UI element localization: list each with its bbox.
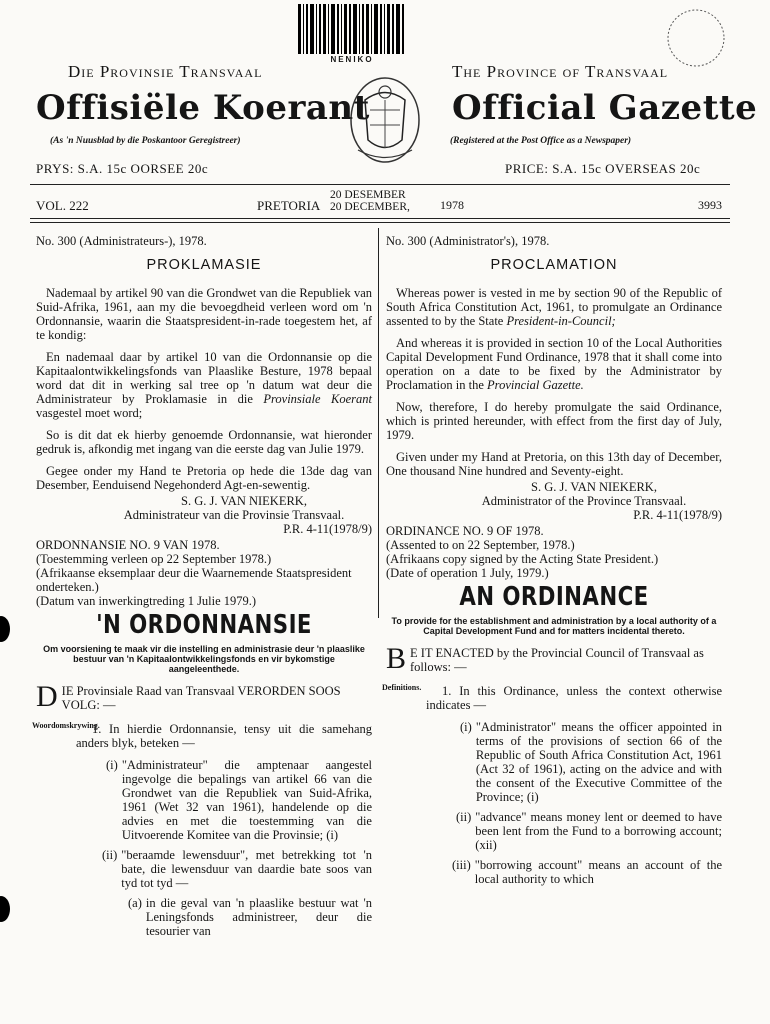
dateline-place: PRETORIA: [257, 198, 321, 213]
header-left-masthead: Offisiële Koerant: [36, 88, 370, 128]
punch-hole: [0, 616, 10, 642]
paragraph: Given under my Hand at Pretoria, on this 13th day of December, One thousand Nine hundred and Seventy-eight.: [386, 450, 722, 478]
ordinance-note: (Datum van inwerkingtreding 1 Julie 1979.): [36, 594, 257, 608]
dateline-volume: VOL. 222: [36, 198, 89, 213]
ordinance-purpose: Om voorsiening te maak vir die instelling en administrasie deur 'n plaaslike bestuur van 'n Kapitaalontwikkelingsfonds en vir bykomstige aangeleenthede.: [43, 644, 365, 674]
dateline-date-af: 20 DESEMBER: [330, 189, 406, 201]
dateline-date-en: 20 DECEMBER,: [330, 201, 410, 213]
dateline-number: 3993: [698, 198, 722, 212]
proclamation-heading: PROCLAMATION: [490, 257, 618, 273]
header-divider: [30, 184, 730, 185]
barcode-bars: [298, 4, 406, 54]
ordinance-note: (Toestemming verleen op 22 September 1978.): [36, 552, 272, 566]
margin-note: Woordomskrywing.: [32, 721, 100, 730]
ordinance-note: (Afrikaanse eksemplaar deur die Waarnemende Staatspresident onderteken.): [36, 566, 352, 594]
coat-of-arms-emblem: [340, 70, 430, 170]
signature-name: S. G. J. VAN NIEKERK,: [531, 480, 657, 494]
ordinance-purpose: To provide for the establishment and administration by a local authority of a Capital Development Fund and for matters incidental thereto.: [391, 616, 717, 636]
paragraph: So is dit dat ek hierby genoemde Ordonnansie, wat hieronder gedruk is, afkondig met ingang van die eerste dag van Julie 1979.: [36, 428, 372, 456]
header-right-price: PRICE: S.A. 15c OVERSEAS 20c: [505, 161, 701, 176]
ordinance-title: 'N ORDONNANSIE: [96, 610, 312, 640]
ordinance-note: (Assented to on 22 September, 1978.): [386, 538, 575, 552]
ordinance-title: AN ORDINANCE: [459, 582, 649, 612]
paragraph: And whereas it is provided in section 10 of the Local Authorities Capital Development Fund Ordinance, 1978 that it shall come into operation on a date to be fixed by the Administrator by Proclamation in the Provincial Gazette.: [386, 336, 722, 392]
dateline-year: 1978: [440, 198, 464, 212]
paragraph: Now, therefore, I do hereby promulgate the said Ordinance, which is printed hereunder, with effect from the first day of July, 1979.: [386, 400, 722, 442]
punch-hole: [0, 896, 10, 922]
signature-title: Administrator of the Province Transvaal.: [481, 494, 687, 508]
column-divider: [378, 228, 379, 618]
paragraph: Whereas power is vested in me by section 90 of the Republic of South Africa Constitution Act, 1961, to promulgate an Ordinance assented to by the State President-in-Council;: [386, 286, 722, 328]
ordinance-note: (Date of operation 1 July, 1979.): [386, 566, 549, 580]
header-right-masthead: Official Gazette: [452, 88, 758, 128]
signature-title: Administrateur van die Provinsie Transvaal.: [123, 508, 345, 522]
section-1: 1. In hierdie Ordonnansie, tensy uit die samehang anders blyk, beteken —: [76, 722, 372, 750]
proclamation-heading: PROKLAMASIE: [146, 257, 262, 273]
definition: (i) "Administrator" means the officer appointed in terms of the provisions of section 66 of the Republic of South Africa Constitution Act, 1961 (Act 32 of 1961), acting on the advice and with the consent of the Executive Committee of the Province; (i): [460, 720, 722, 804]
drop-cap: B: [386, 646, 407, 674]
header-left-price: PRYS: S.A. 15c OORSEE 20c: [36, 161, 209, 176]
definition: (ii) "beraamde lewensduur", met betrekking tot 'n bate, die lewensduur van daardie bate soos van tyd tot tyd —: [102, 848, 372, 890]
definition: (ii) "advance" means money lent or deemed to have been lent from the Fund to a borrowing account; (xii): [456, 810, 722, 852]
barcode: [298, 4, 406, 62]
definition: (i) "Administrateur" die amptenaar aangestel ingevolge die bepalings van artikel 66 van die Grondwet van die Republiek van Suid-Afrika, 1961 (Wet 32 van 1961), handelende op die advies en met die toestemming van die Uitvoerende Komitee van die Provinsie; (i): [106, 758, 372, 842]
postmark-stamp: [664, 6, 728, 70]
signature-reference: P.R. 4-11(1978/9): [283, 522, 372, 536]
header-left-title: Die Provinsie Transvaal: [68, 62, 263, 81]
proclamation-number: No. 300 (Administrateurs-), 1978.: [36, 234, 207, 248]
ordinance-note: (Afrikaans copy signed by the Acting State President.): [386, 552, 659, 566]
enactment-clause: B E IT ENACTED by the Provincial Council of Transvaal as follows: —: [386, 646, 704, 674]
definition: (iii) "borrowing account" means an account of the local authority to which: [452, 858, 722, 886]
paragraph: Gegee onder my Hand te Pretoria op hede die 13de dag van Desember, Eenduisend Negehonderd Agt-en-sewentig.: [36, 464, 372, 492]
proclamation-number: No. 300 (Administrator's), 1978.: [386, 234, 550, 248]
dateline-divider-bottom: [30, 222, 730, 223]
dateline-divider-top: [30, 218, 730, 219]
margin-note: Definitions.: [382, 683, 422, 692]
header-left-subtitle: (As 'n Nuusblad by die Poskantoor Geregistreer): [50, 136, 241, 146]
header-right-title: The Province of Transvaal: [452, 62, 669, 81]
enactment-clause: D IE Provinsiale Raad van Transvaal VERORDEN SOOS VOLG: —: [36, 684, 341, 712]
barcode-caption: NENIKO: [330, 55, 374, 64]
header-right-subtitle: (Registered at the Post Office as a Newspaper): [450, 136, 632, 146]
drop-cap: D: [36, 684, 58, 712]
signature-reference: P.R. 4-11(1978/9): [633, 508, 722, 522]
left-column: [32, 234, 372, 944]
right-column: [382, 234, 722, 892]
ordinance-number: ORDINANCE NO. 9 OF 1978.: [386, 524, 544, 538]
ordinance-number: ORDONNANSIE NO. 9 VAN 1978.: [36, 538, 220, 552]
signature-name: S. G. J. VAN NIEKERK,: [181, 494, 307, 508]
section-1: 1. In this Ordinance, unless the context otherwise indicates —: [426, 684, 722, 712]
paragraph: Nademaal by artikel 90 van die Grondwet van die Republiek van Suid-Afrika, 1961, aan my die bevoegdheid verleen word om 'n Ordonnansie, waarin die Staatspresident-in-rade toegestem het, af te kondig:: [36, 286, 372, 342]
paragraph: En nademaal daar by artikel 10 van die Ordonnansie op die Kapitaalontwikkelingsfonds van Plaaslike Besture, 1978 bepaal word dat dit in werking sal tree op 'n datum wat deur die Administrateur by Proklamasie in die Provinsiale Koerant vasgestel moet word;: [36, 350, 372, 420]
definition: (a) in die geval van 'n plaaslike bestuur wat 'n Leningsfonds administreer, deur die tesourier van: [128, 896, 372, 938]
